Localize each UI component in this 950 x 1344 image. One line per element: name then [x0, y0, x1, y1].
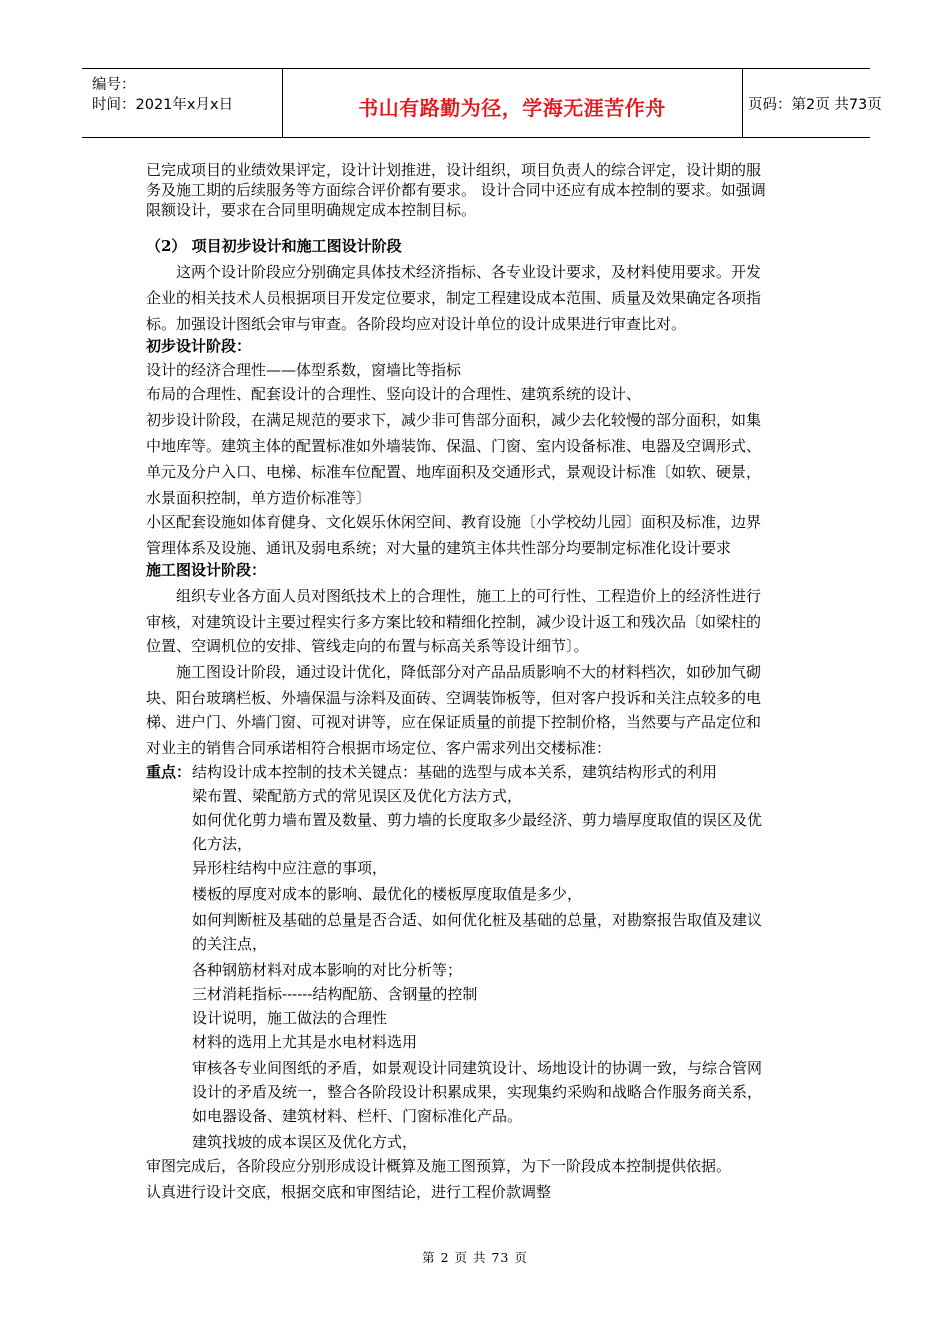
paragraph-line: 审图完成后，各阶段应分别形成设计概算及施工图预算，为下一阶段成本控制提供依据。 [146, 1157, 732, 1175]
paragraph-line: 企业的相关技术人员根据项目开发定位要求，制定工程建设成本范围、质量及效果确定各项指 [146, 289, 762, 307]
key-point-line: 楼板的厚度对成本的影响、最优化的楼板厚度取值是多少， [192, 885, 583, 903]
paragraph-line: 水景面积控制，单方造价标准等〕 [146, 489, 372, 507]
paragraph-line: 标。加强设计图纸会审与审查。各阶段均应对设计单位的设计成果进行审查比对。 [146, 315, 687, 333]
paragraph-line: 对业主的销售合同承诺相符合根据市场定位、客户需求列出交楼标准： [146, 739, 612, 757]
header-motto-cell [282, 69, 743, 137]
header-motto: 书山有路勤为径，学海无涯苦作舟 [358, 96, 666, 120]
paragraph-line: 中地库等。建筑主体的配置标准如外墙装饰、保温、门窗、室内设备标准、电器及空调形式、 [146, 437, 762, 455]
page-footer: 第 2 页 共 73 页 [422, 1250, 528, 1265]
key-point-line: 审核各专业间图纸的矛盾，如景观设计同建筑设计、场地设计的协调一致，与综合管网 [192, 1059, 763, 1077]
paragraph-line: 这两个设计阶段应分别确定具体技术经济指标、各专业设计要求，及材料使用要求。开发 [176, 263, 762, 281]
key-point-line: 建筑找坡的成本误区及优化方式， [192, 1133, 418, 1151]
paragraph-line: 施工图设计阶段，通过设计优化，降低部分对产品品质影响不大的材料档次，如砂加气砌 [176, 663, 762, 681]
subsection-heading: 施工图设计阶段： [146, 561, 267, 579]
key-point-line: 设计的矛盾及统一，整合各阶段设计积累成果，实现集约采购和战略合作服务商关系， [192, 1083, 763, 1101]
header-info-cell [82, 69, 283, 137]
paragraph-line: 管理体系及设施、通讯及弱电系统；对大量的建筑主体共性部分均要制定标准化设计要求 [146, 539, 732, 557]
key-point-line: 如电器设备、建筑材料、栏杆、门窗标准化产品。 [192, 1107, 523, 1125]
key-point-line: 如何优化剪力墙布置及数量、剪力墙的长度取多少最经济、剪力墙厚度取值的误区及优 [192, 811, 763, 829]
key-point-line: 材料的选用上尤其是水电材料选用 [192, 1033, 418, 1051]
key-point-line: 如何判断桩及基础的总量是否合适、如何优化桩及基础的总量，对勘察报告取值及建议 [192, 911, 763, 929]
paragraph-line: 务及施工期的后续服务等方面综合评价都有要求。 设计合同中还应有成本控制的要求。如强调 [146, 181, 766, 199]
paragraph-line: 审核，对建筑设计主要过程实行多方案比较和精细化控制，减少设计返工和残次品〔如梁柱的 [146, 613, 762, 631]
paragraph-line: 布局的合理性、配套设计的合理性、竖向设计的合理性、建筑系统的设计、 [146, 385, 642, 403]
paragraph-line: 限额设计，要求在合同里明确规定成本控制目标。 [146, 201, 477, 219]
key-point-line: 异形柱结构中应注意的事项， [192, 859, 388, 877]
key-point-line: 结构设计成本控制的技术关键点：基础的选型与成本关系，建筑结构形式的利用 [192, 763, 718, 781]
document-code-label: 编号： [92, 77, 136, 93]
document-date-label: 时间：2021年x月x日 [92, 97, 234, 113]
paragraph-line: 单元及分户入口、电梯、标准车位配置、地库面积及交通形式，景观设计标准〔如软、硬景， [146, 463, 762, 481]
paragraph-line: 块、阳台玻璃栏板、外墙保温与涂料及面砖、空调装饰板等，但对客户投诉和关注点较多的电 [146, 689, 762, 707]
key-point-line: 化方法， [192, 835, 253, 853]
paragraph-line: 设计的经济合理性——体型系数，窗墙比等指标 [146, 361, 462, 379]
key-point-line: 的关注点， [192, 935, 268, 953]
paragraph-line: 初步设计阶段，在满足规范的要求下，减少非可售部分面积，减少去化较慢的部分面积，如集 [146, 411, 762, 429]
page-header [82, 68, 882, 138]
paragraph-line: 认真进行设计交底，根据交底和审图结论，进行工程价款调整 [146, 1183, 552, 1201]
key-points-label: 重点： [146, 763, 192, 781]
key-point-line: 三材消耗指标------结构配筋、含钢量的控制 [192, 985, 478, 1003]
paragraph-line: 已完成项目的业绩效果评定，设计计划推进，设计组织，项目负责人的综合评定，设计期的服 [146, 161, 762, 179]
paragraph-line: 小区配套设施如体育健身、文化娱乐休闲空间、教育设施〔小学校幼儿园〕面积及标准，边界 [146, 513, 762, 531]
paragraph-line: 位置、空调机位的安排、管线走向的布置与标高关系等设计细节〕。 [146, 637, 589, 655]
key-point-line: 设计说明，施工做法的合理性 [192, 1009, 388, 1027]
paragraph-line: 梯、进户门、外墙门窗、可视对讲等，应在保证质量的前提下控制价格，当然要与产品定位和 [146, 713, 762, 731]
key-point-line: 梁布置、梁配筋方式的常见误区及优化方法方式， [192, 787, 523, 805]
key-point-line: 各种钢筋材料对成本影响的对比分析等； [192, 961, 463, 979]
section-heading: （2） 项目初步设计和施工图设计阶段 [146, 237, 402, 255]
paragraph-line: 组织专业各方面人员对图纸技术上的合理性，施工上的可行性、工程造价上的经济性进行 [176, 587, 762, 605]
header-page-number: 页码：第2页 共73页 [748, 97, 882, 113]
header-page-cell [742, 69, 882, 137]
subsection-heading: 初步设计阶段： [146, 337, 252, 355]
